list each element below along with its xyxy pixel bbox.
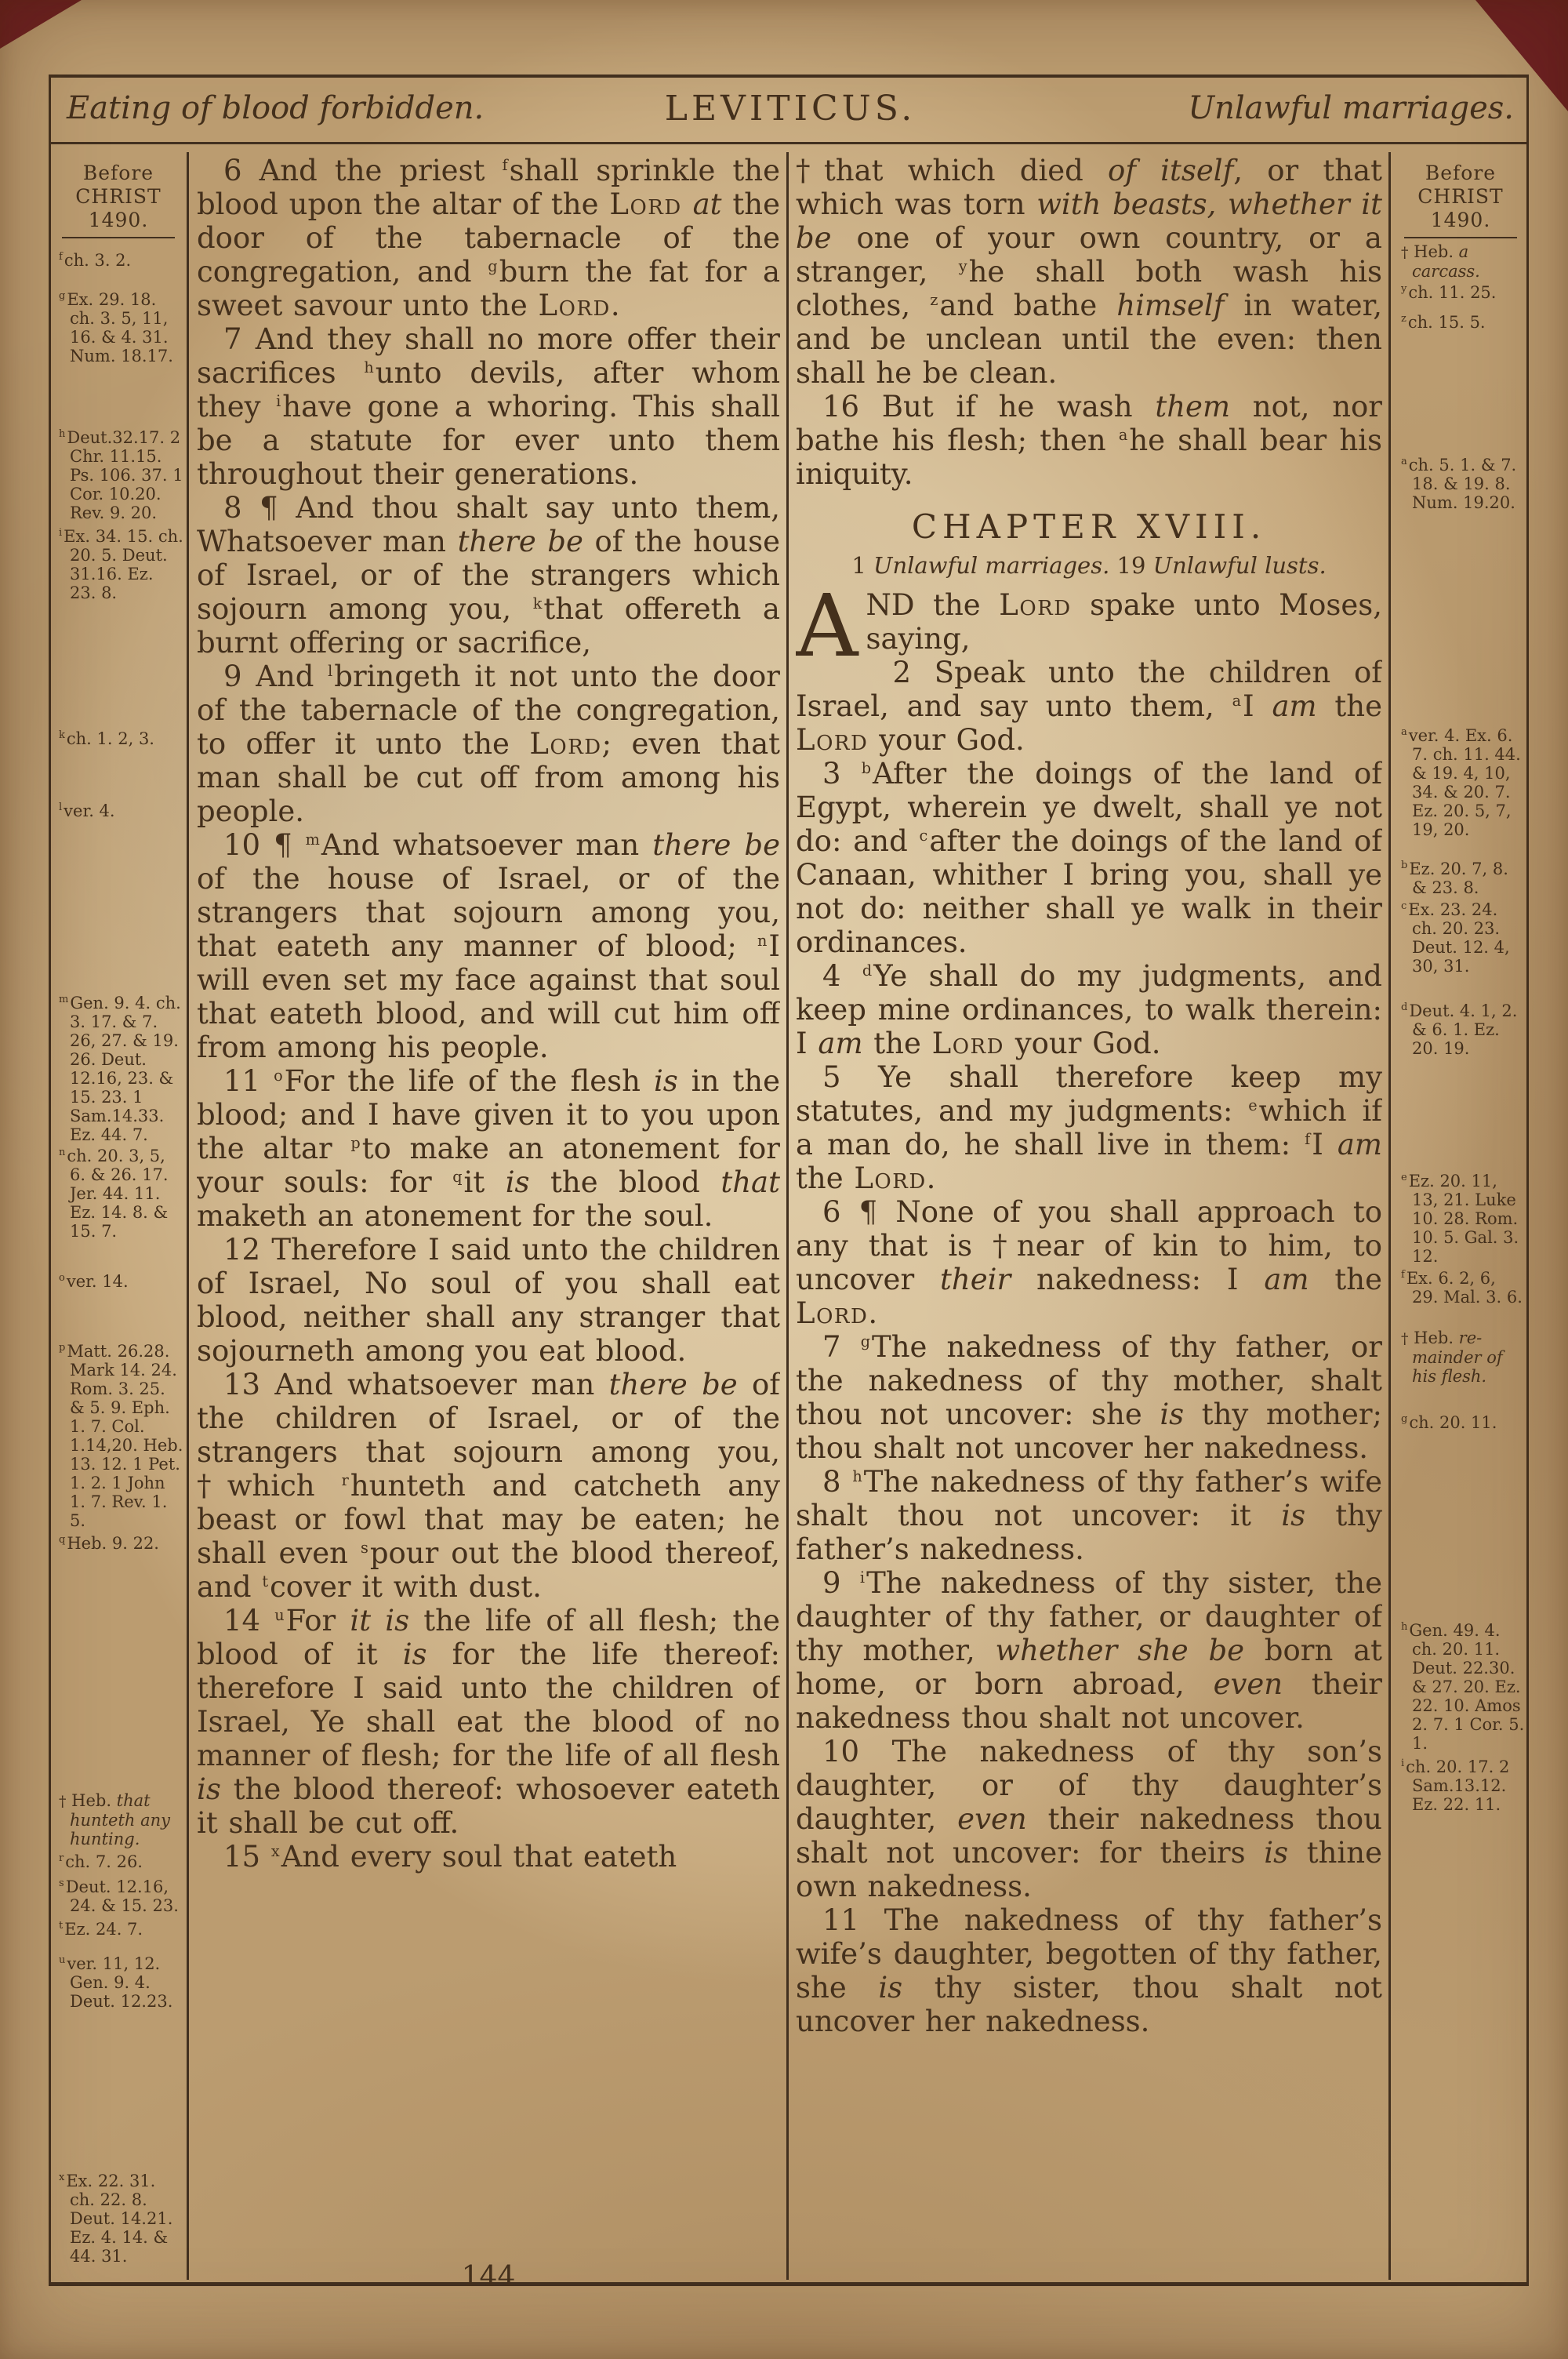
margin-note-k: $^k$ch. 1. 2, 3. [59, 729, 154, 748]
margin-note-i: $^i$Ex. 34. 15. ch. 20. 5. Deut. 31.16. Ez. 23. 8. [59, 527, 183, 602]
verse-paragraph: 15 $^x$And every soul that eateth [223, 1840, 677, 1874]
margin-note-f: $^f$Ex. 6. 2, 6, 29. Mal. 3. 6. [1401, 1269, 1523, 1307]
column-divider [1388, 152, 1391, 2280]
running-head-left: Eating of blood forbidden. [67, 90, 485, 126]
margin-note-h: $^h$Deut.32.17. 2 Chr. 11.15. Ps. 106. 37. 1 Cor. 10.20. Rev. 9. 20. [59, 428, 183, 522]
margin-note-d: $^d$Deut. 4. 1, 2. & 6. 1. Ez. 20. 19. [1401, 1001, 1518, 1058]
verse-paragraph: 10 The nakedness of thy son’s daughter, or of thy daughter’s daughter, even their nakedness thou shalt not uncover: for theirs is thine own nakedness. [796, 1735, 1382, 1903]
margin-note-g: $^g$Ex. 29. 18. ch. 3. 5, 11, 16. & 4. 31. Num. 18.17. [59, 290, 173, 365]
page-content [51, 152, 1526, 2280]
verse-paragraph: 10 ¶ $^m$And whatsoever man there be of the house of Israel, or of the strangers that sojourn among you, that eateth any manner of blood; $^n$I will even set my face against that soul that eateth blood, and will cut him off from among his people. [197, 828, 780, 1064]
verse-paragraph: 5 Ye shall therefore keep my statutes, and my judgments: $^e$which if a man do, he shall live in them: $^f$I am the Lord. [796, 1060, 1382, 1195]
margin-note-a: $^a$ch. 5. 1. & 7. 18. & 19. 8. Num. 19.20. [1401, 456, 1517, 512]
verse-paragraph: 2 Speak unto the children of Israel, and say unto them, $^a$I am the Lord your God. [796, 656, 1382, 757]
margin-rule [62, 237, 175, 238]
margin-note-h: $^h$Gen. 49. 4. ch. 20. 11. Deut. 22.30. & 27. 20. Ez. 22. 10. Amos 2. 7. 1 Cor. 5. 1. [1401, 1621, 1525, 1753]
left-text-column [197, 154, 780, 2281]
margin-note-c: $^c$Ex. 23. 24. ch. 20. 23. Deut. 12. 4, 30, 31. [1401, 900, 1510, 976]
verse-paragraph: 11 $^o$For the life of the flesh is in the blood; and I have given it to you upon the altar $^p$to make an atonement for your souls: for $^q$it is the blood that maketh an atonement for the soul. [197, 1064, 780, 1233]
before-christ-date: Before CHRIST 1490. [75, 162, 162, 231]
margin-note-g: $^g$ch. 20. 11. [1401, 1413, 1497, 1432]
page-number: 144 [461, 2261, 516, 2293]
margin-note-dagger: † Heb. a carcass. [1401, 242, 1480, 281]
running-head-right: Unlawful marriages. [1188, 90, 1514, 126]
chapter-heading: CHAPTER XVIII. [911, 507, 1267, 546]
header-rule [49, 142, 1529, 144]
verse-paragraph: 4 $^d$Ye shall do my judgments, and keep mine ordinances, to walk therein: I am the Lord your God. [796, 959, 1382, 1060]
margin-note-z: $^z$ch. 15. 5. [1401, 313, 1486, 332]
margin-note-l: $^l$ver. 4. [59, 801, 115, 820]
verse-paragraph: 7 $^g$The nakedness of thy father, or the nakedness of thy mother, shalt thou not uncover: she is thy mother; thou shalt not uncover her nakedness. [796, 1330, 1382, 1465]
chapter-summary: 1 Unlawful marriages. 19 Unlawful lusts. [851, 552, 1327, 579]
verse-paragraph: AND the Lord spake unto Moses, saying, [796, 576, 1382, 676]
margin-note-f: $^f$ch. 3. 2. [59, 251, 132, 270]
book-title: LEVITICUS. [664, 89, 916, 129]
right-text-column [796, 154, 1382, 2281]
verse-paragraph: 6 ¶ None of you shall approach to any that is †near of kin to him, to uncover their nakedness: I am the Lord. [796, 1195, 1382, 1330]
margin-note-m: $^m$Gen. 9. 4. ch. 3. 17. & 7. 26, 27. & 19. 26. Deut. 12.16, 23. & 15. 23. 1 Sam.14.33. Ez. 44. 7. [59, 994, 181, 1144]
verse-paragraph: 9 $^i$The nakedness of thy sister, the daughter of thy father, or daughter of thy mother, whether she be born at home, or born abroad, even their nakedness thou shalt not uncover. [796, 1566, 1382, 1735]
verse-paragraph: 6 And the priest $^f$shall sprinkle the blood upon the altar of the Lord at the door of the tabernacle of the congregation, and $^g$burn the fat for a sweet savour unto the Lord. [197, 154, 780, 322]
margin-note-b: $^b$Ez. 20. 7, 8. & 23. 8. [1401, 860, 1508, 897]
margin-note-i: $^i$ch. 20. 17. 2 Sam.13.12. Ez. 22. 11. [1401, 1757, 1510, 1814]
margin-note-a: $^a$ver. 4. Ex. 6. 7. ch. 11. 44. & 19. 4, 10, 34. & 20. 7. Ez. 20. 5, 7, 19, 20. [1401, 726, 1521, 839]
margin-note-p: $^p$Matt. 26.28. Mark 14. 24. Rom. 3. 25. & 5. 9. Eph. 1. 7. Col. 1.14,20. Heb. 13. 12. 1 Pet. 1. 2. 1 John 1. 7. Rev. 1. 5. [59, 1342, 183, 1530]
verse-paragraph: 8 ¶ And thou shalt say unto them, Whatsoever man there be of the house of Israel, or of the strangers which sojourn among you, $^k$that offereth a burnt offering or sacrifice, [197, 491, 780, 660]
verse-paragraph: 14 $^u$For it is the life of all flesh; the blood of it is for the life thereof: therefore I said unto the children of Israel, Ye shall eat the blood of no manner of flesh; for the life of all flesh is the blood thereof: whosoever eateth it shall be cut off. [197, 1604, 780, 1840]
verse-paragraph: 8 $^h$The nakedness of thy father’s wife shalt thou not uncover: it is thy father’s nakedness. [796, 1465, 1382, 1566]
verse-paragraph: 12 Therefore I said unto the children of Israel, No soul of you shall eat blood, neither shall any stranger that sojourneth among you eat blood. [197, 1233, 780, 1368]
verse-paragraph: †that which died of itself, or that which was torn with beasts, whether it be one of your own country, or a stranger, $^y$he shall both wash his clothes, $^z$and bathe himself in water, and be unclean until the even: then shall he be clean. [796, 154, 1382, 390]
margin-note-x: $^x$Ex. 22. 31. ch. 22. 8. Deut. 14.21. Ez. 4. 14. & 44. 31. [59, 2172, 173, 2266]
verse-paragraph: 3 $^b$After the doings of the land of Egypt, wherein ye dwelt, shall ye not do: and $^c$after the doings of the land of Canaan, whither I bring you, shall ye not do: neither shall ye walk in their ordinances. [796, 757, 1382, 959]
running-head [67, 82, 1514, 137]
margin-note-s: $^s$Deut. 12.16, 24. & 15. 23. [59, 1877, 179, 1915]
drop-cap: A [796, 576, 858, 676]
margin-note-t: $^t$Ez. 24. 7. [59, 1920, 143, 1939]
margin-rule [1404, 237, 1517, 238]
page-frame [49, 75, 1529, 2293]
verse-paragraph: 13 And whatsoever man there be of the children of Israel, or of the strangers that sojourn among you, †which $^r$hunteth and catcheth any beast or fowl that may be eaten; he shall even $^s$pour out the blood thereof, and $^t$cover it with dust. [197, 1368, 780, 1604]
left-margin-notes-column [53, 152, 184, 2280]
margin-note-r: $^r$ch. 7. 26. [59, 1852, 143, 1871]
verse-paragraph: 9 And $^l$bringeth it not unto the door of the tabernacle of the congregation, to offer it unto the Lord; even that man shall be cut off from among his people. [197, 660, 780, 828]
margin-note-o: $^o$ver. 14. [59, 1272, 129, 1291]
verse-paragraph: 11 The nakedness of thy father’s wife’s daughter, begotten of thy father, she is thy sister, thou shalt not uncover her nakedness. [796, 1903, 1382, 2038]
before-christ-date: Before CHRIST 1490. [1417, 162, 1504, 231]
verse-paragraph: 7 And they shall no more offer their sacrifices $^h$unto devils, after whom they $^i$have gone a whoring. This shall be a statute for ever unto them throughout their generations. [197, 322, 780, 491]
column-divider [187, 152, 189, 2280]
margin-note-dagger: † Heb. re-mainder of his flesh. [1401, 1329, 1503, 1386]
margin-note-n: $^n$ch. 20. 3, 5, 6. & 26. 17. Jer. 44. 11. Ez. 14. 8. & 15. 7. [59, 1147, 169, 1241]
margin-note-u: $^u$ver. 11, 12. Gen. 9. 4. Deut. 12.23. [59, 1954, 173, 2011]
column-divider [786, 152, 789, 2280]
right-margin-notes-column [1395, 152, 1526, 2280]
book-cover-corner-top-left-icon [0, 0, 82, 49]
margin-note-dagger: † Heb. that hunteth any hunting. [59, 1791, 170, 1848]
margin-note-e: $^e$Ez. 20. 11, 13, 21. Luke 10. 28. Rom. 10. 5. Gal. 3. 12. [1401, 1172, 1519, 1266]
verse-paragraph: 16 But if he wash them not, nor bathe his flesh; then $^a$he shall bear his iniquity. [796, 390, 1382, 491]
margin-note-q: $^q$Heb. 9. 22. [59, 1534, 159, 1553]
margin-note-y: $^y$ch. 11. 25. [1401, 283, 1497, 302]
